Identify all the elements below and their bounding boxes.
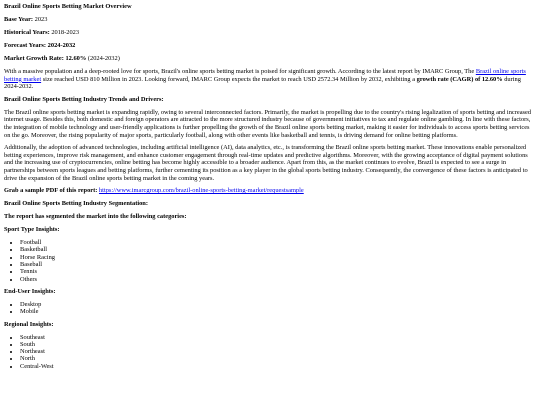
list-item: • Desktop <box>20 301 536 308</box>
list-item: • South <box>20 341 536 348</box>
section-heading-sport-type: Sport Type Insights: <box>4 226 60 234</box>
list-item: • Others <box>20 276 536 283</box>
section-heading-end-user: End-User Insights: <box>4 287 56 295</box>
list-item: • Southeast <box>20 334 536 341</box>
fact-label: Forecast Years: <box>4 42 47 49</box>
intro-text: size reached USD 810 Million in 2023. Looking forward, IMARC Group expects the market to reach USD 2572.34 Million by 2032, exhibiting a <box>41 75 417 83</box>
overview-title: Brazil Online Sports Betting Market Overview <box>4 3 132 10</box>
regional-list <box>4 334 536 370</box>
intro-text: during 2024-2032. <box>4 75 521 91</box>
fact-label: Market Growth Rate: <box>4 55 64 62</box>
intro-text: With a massive population and a deep-rooted love for sports, Brazil's online sports betting market is poised for significant growth. According to the latest report by IMARC Group, The <box>4 68 476 75</box>
list-item: • North <box>20 355 536 362</box>
fact-base-year <box>4 16 536 24</box>
fact-value: 2023 <box>34 16 48 23</box>
market-report-link[interactable]: Brazil online sports betting market <box>4 68 526 83</box>
list-item: • Basketball <box>20 246 536 253</box>
list-item: • Football <box>20 239 536 246</box>
list-item: • Baseball <box>20 261 536 268</box>
fact-forecast-years <box>4 42 536 50</box>
sample-request-line <box>4 187 536 195</box>
fact-value: 2018-2023 <box>51 29 80 36</box>
end-user-list <box>4 301 536 316</box>
cagr-highlight: growth rate (CAGR) of 12.60% <box>416 75 503 83</box>
sample-label: Grab a sample PDF of this report: <box>4 187 98 195</box>
fact-label: Historical Years: <box>4 29 50 36</box>
fact-historical-years <box>4 29 536 37</box>
list-item: • Central-West <box>20 363 536 370</box>
intro-paragraph <box>4 68 536 91</box>
segmentation-intro: The report has segmented the market into the following categories: <box>4 213 187 221</box>
list-item: • Northeast <box>20 348 536 355</box>
fact-value: 2024-2032 <box>47 42 76 49</box>
list-item: • Mobile <box>20 308 536 315</box>
segmentation-heading: Brazil Online Sports Betting Industry Segmentation: <box>4 200 148 208</box>
fact-label: Base Year: <box>4 16 34 23</box>
trends-heading: Brazil Online Sports Betting Industry Trends and Drivers: <box>4 95 164 103</box>
fact-suffix: (2024-2032) <box>87 55 120 62</box>
fact-market-growth-rate <box>4 55 536 63</box>
fact-value: 12.60% <box>65 55 87 62</box>
list-item: • Tennis <box>20 268 536 275</box>
trends-paragraph-2: Additionally, the adoption of advanced technologies, including artificial intelligence (AI), data analytics, etc., is transforming the Brazil online sports betting market. These innovations enable personalized betting experiences, improve risk management, and enhance customer engagement through real-time updates and predictive algorithms. Moreover, with the growing acceptance of digital payment solutions and the increasing use of cryptocurrencies, online betting has become highly accessible to a broader audience. Apart from this, as the market continues to evolve, Brazil is expected to see a surge in partnerships between sports leagues and betting platforms, further cementing its position as a key player in the global sports betting industry. Consequently, the convergence of these factors is anticipated to drive the expansion of the Brazil online sports betting market in the coming years. <box>4 144 528 182</box>
sport-type-list <box>4 239 536 283</box>
list-item: • Horse Racing <box>20 254 536 261</box>
section-heading-regional: Regional Insights: <box>4 320 54 328</box>
trends-paragraph-1: The Brazil online sports betting market is expanding rapidly, owing to several interconnected factors. Primarily, the market is propelling due to the country's rising legalization of sports betting and increased internet usage. Besides this, both domestic and foreign operators are attracted to the more structured industry because of government initiatives to tax and regulate online gambling. In line with these factors, the integration of mobile technology and user-friendly applications is further propelling the growth of the Brazil online sports betting market, making it easier for individuals to access sports betting services on the go. Moreover, the rising popularity of major sports, particularly football, along with other events like basketball and tennis, is driving demand for online betting platforms. <box>4 108 532 139</box>
sample-pdf-link[interactable]: https://www.imarcgroup.com/brazil-online-sports-betting-market/requestsample <box>98 187 304 195</box>
